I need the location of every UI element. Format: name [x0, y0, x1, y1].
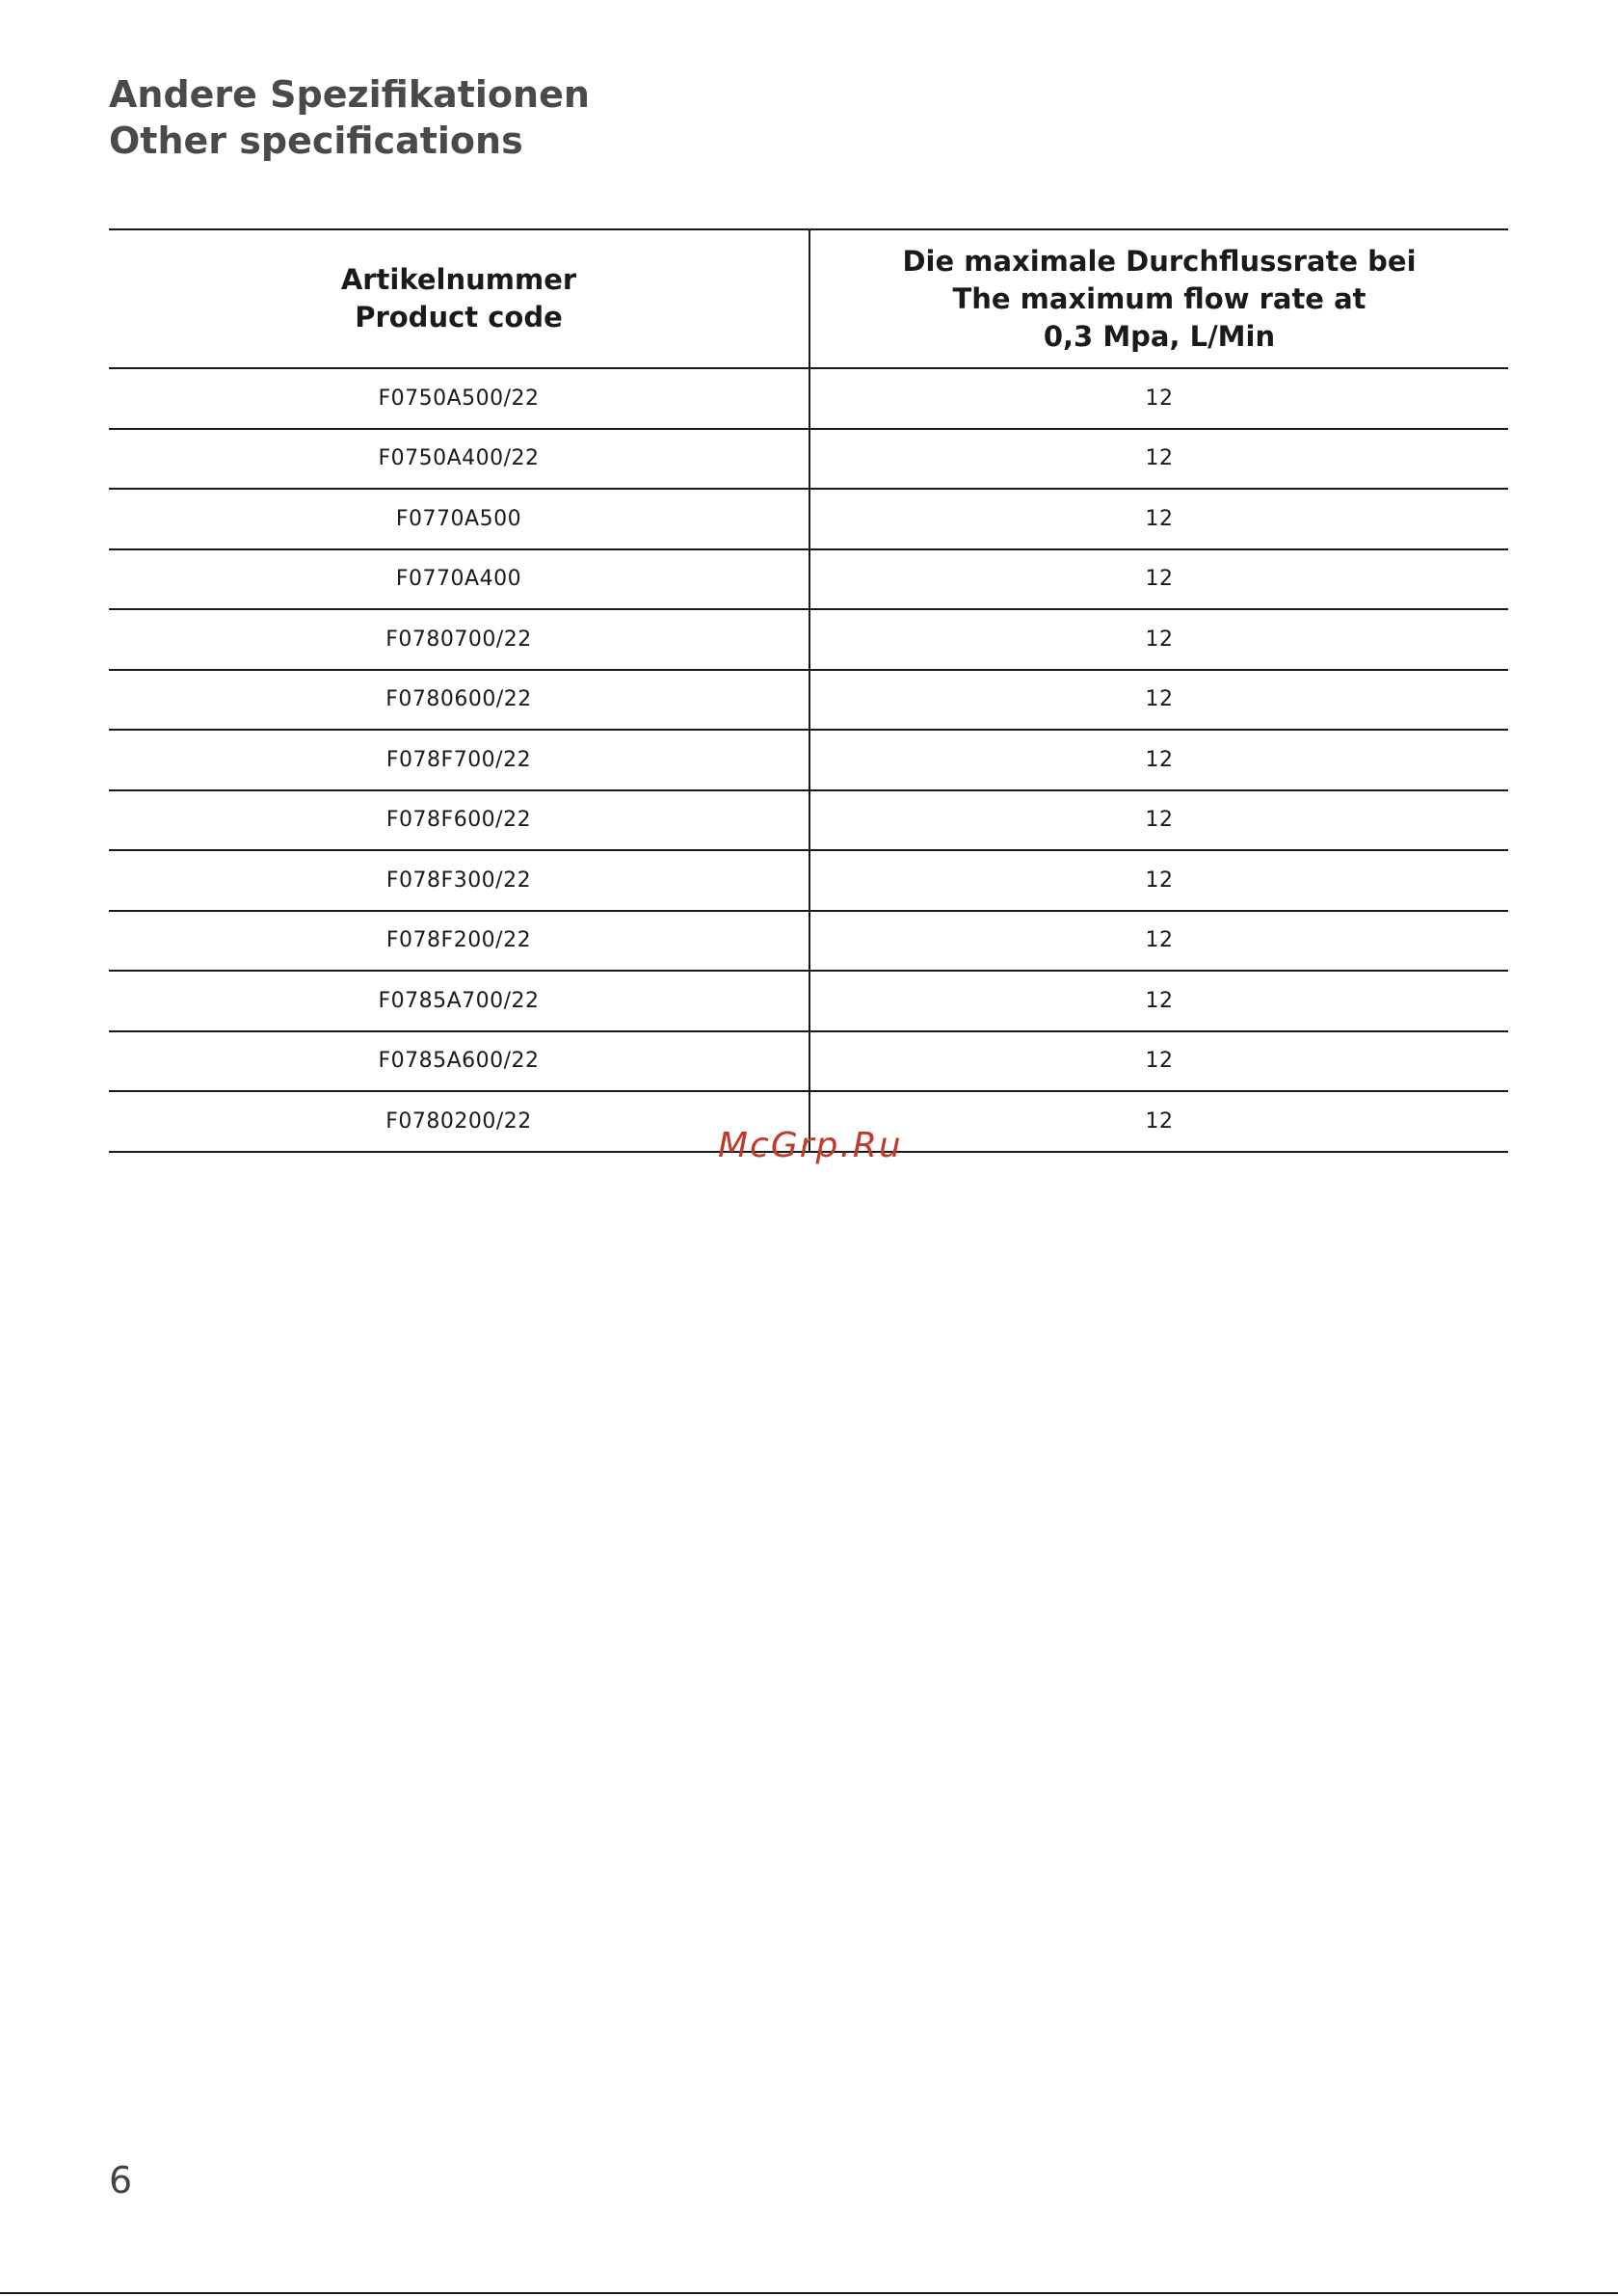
flow-rate-cell: 12: [809, 1031, 1508, 1092]
flow-rate-cell: 12: [809, 971, 1508, 1031]
table-row: [109, 790, 1508, 851]
product-code-cell: F0780600/22: [109, 670, 809, 731]
flow-rate-cell: 12: [809, 850, 1508, 911]
flow-rate-cell: 12: [809, 429, 1508, 490]
table-row: [109, 368, 1508, 429]
header-code-english: Product code: [355, 301, 563, 334]
table-row: [109, 549, 1508, 610]
product-code-cell: F0750A500/22: [109, 368, 809, 429]
product-code-cell: F078F300/22: [109, 850, 809, 911]
flow-rate-cell: 12: [809, 911, 1508, 972]
flow-rate-cell: 12: [809, 790, 1508, 851]
flow-rate-cell: 12: [809, 489, 1508, 549]
product-code-cell: F078F600/22: [109, 790, 809, 851]
page-number: 6: [109, 2159, 133, 2202]
product-code-cell: F078F700/22: [109, 730, 809, 790]
table-header-row: [109, 229, 1508, 368]
table-row: [109, 971, 1508, 1031]
flow-rate-cell: 12: [809, 1091, 1508, 1152]
table-row: [109, 429, 1508, 490]
product-code-cell: F0785A600/22: [109, 1031, 809, 1092]
header-flow-german: Die maximale Durchflussrate bei: [902, 244, 1417, 278]
product-code-cell: F0770A400: [109, 549, 809, 610]
header-code-german: Artikelnummer: [340, 263, 577, 296]
product-code-cell: F0770A500: [109, 489, 809, 549]
table-row: [109, 609, 1508, 670]
flow-rate-cell: 12: [809, 549, 1508, 610]
flow-rate-cell: 12: [809, 368, 1508, 429]
flow-rate-cell: 12: [809, 730, 1508, 790]
header-flow-unit: 0,3 Mpa, L/Min: [1043, 319, 1276, 353]
product-code-cell: F0750A400/22: [109, 429, 809, 490]
product-code-cell: F0780200/22: [109, 1091, 809, 1152]
table-row: [109, 670, 1508, 731]
table-row: [109, 850, 1508, 911]
table-row: [109, 489, 1508, 549]
page-heading: [109, 71, 590, 164]
header-product-code: [109, 229, 809, 368]
flow-rate-cell: 12: [809, 670, 1508, 731]
bottom-divider: [0, 2292, 1618, 2294]
heading-english: Other specifications: [109, 120, 523, 162]
product-code-cell: F0780700/22: [109, 609, 809, 670]
table-row: [109, 911, 1508, 972]
product-code-cell: F078F200/22: [109, 911, 809, 972]
specifications-table: [109, 228, 1508, 1153]
product-code-cell: F0785A700/22: [109, 971, 809, 1031]
table-row: [109, 1031, 1508, 1092]
heading-german: Andere Spezifikationen: [109, 73, 590, 116]
header-flow-rate: [809, 229, 1508, 368]
header-flow-english: The maximum flow rate at: [952, 281, 1366, 315]
flow-rate-cell: 12: [809, 609, 1508, 670]
watermark: McGrp.Ru: [718, 1126, 903, 1165]
table-row: [109, 730, 1508, 790]
